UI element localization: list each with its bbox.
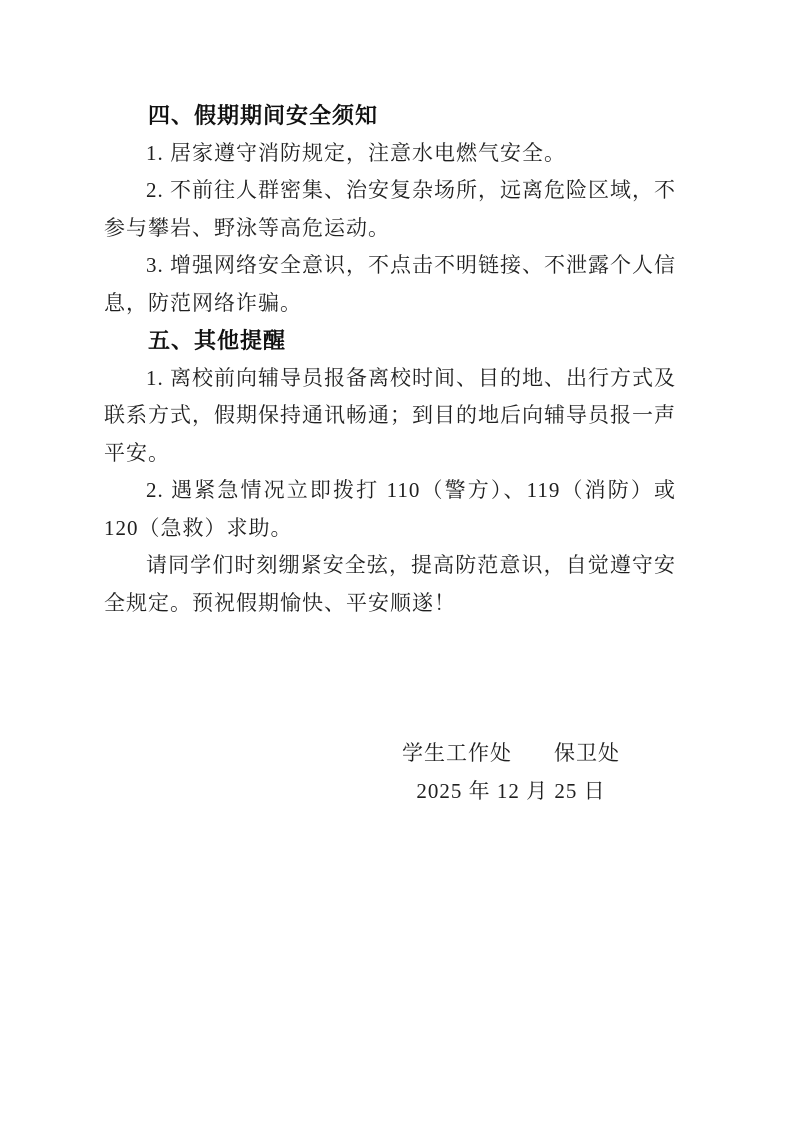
section-heading-holiday-safety-notice: 四、假期期间安全须知	[148, 103, 379, 128]
paragraph-network-security: 3. 增强网络安全意识，不点击不明链接、不泄露个人信息，防范网络诈骗。	[104, 253, 676, 315]
paragraph-emergency-numbers: 2. 遇紧急情况立即拨打 110（警方）、119（消防）或 120（急救）求助。	[104, 478, 676, 540]
paragraph-closing-wishes: 请同学们时刻绷紧安全弦，提高防范意识，自觉遵守安全规定。预祝假期愉快、平安顺遂！	[104, 553, 676, 615]
signature-departments	[402, 735, 620, 773]
paragraph-avoid-danger-zones: 2. 不前往人群密集、治安复杂场所，远离危险区域，不参与攀岩、野泳等高危运动。	[104, 178, 676, 240]
signature-block	[402, 735, 620, 810]
document-body	[104, 97, 676, 810]
signature-date: 2025 年 12 月 25 日	[416, 778, 606, 803]
section-heading-other-reminders: 五、其他提醒	[148, 328, 287, 353]
paragraph-report-to-counselor: 1. 离校前向辅导员报备离校时间、目的地、出行方式及联系方式，假期保持通讯畅通；到目的地后向辅导员报一声平安。	[104, 365, 676, 465]
signature-dept-student-affairs: 学生工作处	[402, 741, 512, 765]
signature-dept-security-office: 保卫处	[554, 741, 620, 765]
paragraph-fire-safety: 1. 居家遵守消防规定，注意水电燃气安全。	[146, 140, 566, 165]
